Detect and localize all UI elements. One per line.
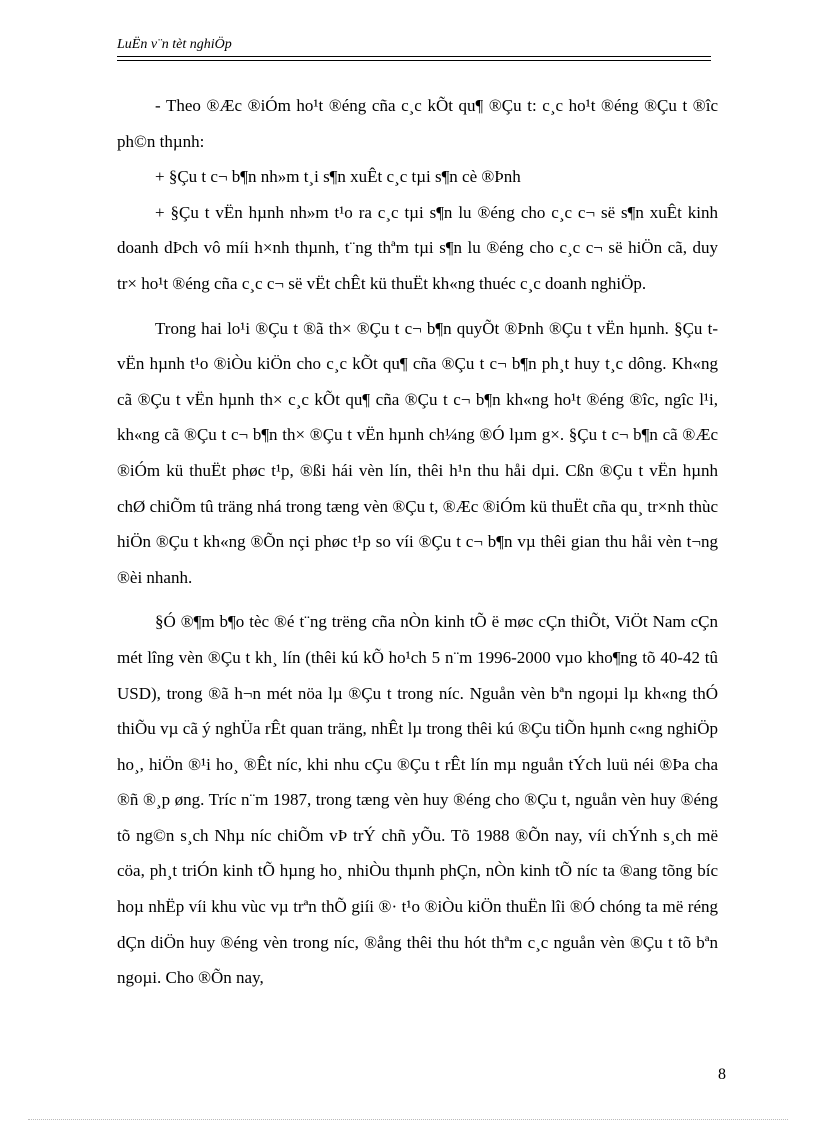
page-bottom-dotted-rule — [28, 1119, 788, 1120]
running-header: LuËn v¨n tèt nghiÖp — [117, 37, 232, 52]
paragraph-basic-investment: + §Çu t c¬ b¶n nh»m t¸i s¶n xuÊt c¸c tµi s¶n cè ®Þnh — [155, 167, 521, 187]
body-text — [117, 88, 718, 996]
paragraph-comparison: Trong hai lo¹i ®Çu t ®ã th× ®Çu t c¬ b¶n quyÕt ®Þnh ®Çu t vËn hµnh. §Çu t vËn hµnh t¹o ®iÒu kiÖn cho c¸c kÕt qu¶ cña ®Çu t c¬ b¶n ph¸t huy t¸c dông. Kh«ng cã ®Çu t vËn hµnh th× c¸c kÕt qu¶ cña ®Çu t c¬ b¶n kh«ng ho¹t ®éng ®îc, ngîc l¹i, kh«ng cã ®Çu t c¬ b¶n th× ®Çu t vËn hµnh ch¼ng ®Ó lµm g×. §Çu t c¬ b¶n cã ®Æc ®iÓm kü thuËt phøc t¹p, ®ßi hái vèn lín, thêi h¹n thu håi dµi. Cßn ®Çu t vËn hµnh chØ chiÕm tû träng nhá trong tæng vèn ®Çu t, ®Æc ®iÓm kü thuËt cña qu¸ tr×nh thùc hiÖn ®Çu t kh«ng ®Õn nçi phøc t¹p so víi ®Çu t c¬ b¶n vµ thêi gian thu håi vèn t¬ng ®èi nhanh. — [117, 318, 718, 587]
header-double-rule — [117, 56, 711, 61]
paragraph-classification: - Theo ®Æc ®iÓm ho¹t ®éng cña c¸c kÕt qu¶ ®Çu t: c¸c ho¹t ®éng ®Çu t ®îc ph©n thµnh: — [117, 96, 718, 151]
page-number: 8 — [718, 1066, 726, 1083]
paragraph-operational-investment: + §Çu t vËn hµnh nh»m t¹o ra c¸c tµi s¶n lu ®éng cho c¸c c¬ së s¶n xuÊt kinh doanh dÞch vô míi h×nh thµnh, t¨ng thªm tµi s¶n lu ®éng cho c¸c c¬ së hiÖn cã, duy tr× ho¹t ®éng cña c¸c c¬ së vËt chÊt kü thuËt kh«ng thuéc c¸c doanh nghiÖp. — [117, 202, 718, 293]
paragraph-capital-needs: §Ó ®¶m b¶o tèc ®é t¨ng trëng cña nÒn kinh tÕ ë møc cÇn thiÕt, ViÖt Nam cÇn mét lîng vèn ®Çu t kh¸ lín (thêi kú kÕ ho¹ch 5 n¨m 1996-2000 vµo kho¶ng tõ 40-42 tû USD), trong ®ã h¬n mét nöa lµ ®Çu t trong níc. Nguån vèn bªn ngoµi lµ kh«ng thÓ thiÕu vµ cã ý nghÜa rÊt quan träng, nhÊt lµ trong thêi kú ®Çu tiÕn hµnh c«ng nghiÖp ho¸, hiÖn ®¹i ho¸ ®Êt níc, khi nhu cÇu ®Çu t rÊt lín mµ nguån tÝch luü néi ®Þa cha ®ñ ®¸p øng. Tríc n¨m 1987, trong tæng vèn huy ®éng cho ®Çu t, nguån vèn huy ®éng tõ ng©n s¸ch Nhµ níc chiÕm vÞ trÝ chñ yÕu. Tõ 1988 ®Õn nay, víi chÝnh s¸ch më cöa, ph¸t triÓn kinh tÕ hµng ho¸ nhiÒu thµnh phÇn, nÒn kinh tÕ níc ta ®ang tõng bíc hoµ nhËp víi khu vùc vµ trªn thÕ giíi ®· t¹o ®iÒu kiÖn thuËn lîi ®Ó chóng ta më réng dÇn diÖn huy ®éng vèn trong níc, ®ång thêi thu hót thªm c¸c nguån vèn ®Çu t tõ bªn ngoµi. Cho ®Õn nay, — [117, 612, 718, 988]
